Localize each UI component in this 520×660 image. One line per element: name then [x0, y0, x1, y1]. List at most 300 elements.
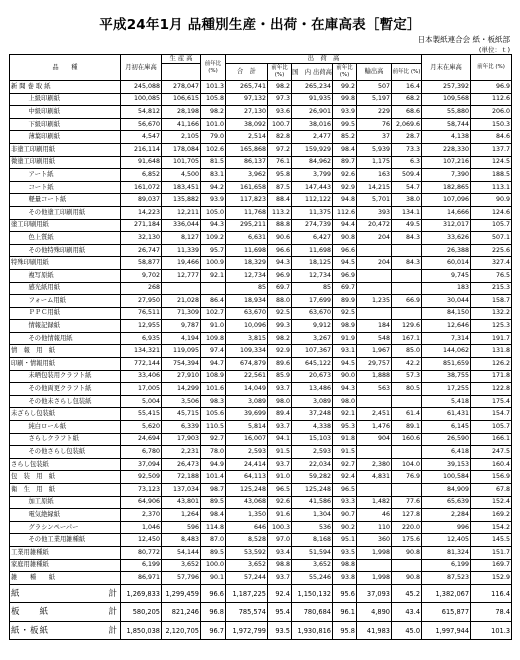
table-row [10, 471, 512, 484]
table-cell: 63,670 [226, 307, 268, 320]
table-cell: 536 [292, 521, 333, 534]
table-cell: 580,205 [121, 603, 162, 622]
table-cell: 2,105 [162, 131, 201, 144]
table-cell [201, 282, 226, 295]
table-cell: 49.5 [392, 219, 422, 232]
table-cell: 90.6 [268, 232, 292, 245]
table-cell: 91,935 [292, 93, 333, 106]
table-cell: 60,014 [422, 257, 471, 270]
table-cell: 1,967 [357, 345, 392, 358]
table-cell: 84.6 [471, 131, 512, 144]
table-cell: 85 [226, 282, 268, 295]
table-cell: 102.7 [201, 307, 226, 320]
table-cell: 1,235 [357, 295, 392, 308]
table-cell: 89,037 [121, 194, 162, 207]
table-cell: 51,594 [292, 546, 333, 559]
table-cell: 43,801 [162, 496, 201, 509]
table-cell: 169.7 [471, 559, 512, 572]
table-cell: 596 [162, 521, 201, 534]
table-cell: 33,406 [121, 370, 162, 383]
table-cell: 94.7 [201, 358, 226, 371]
table-cell: 93.5 [268, 621, 292, 640]
indent-cell [10, 106, 28, 119]
table-cell: 12,777 [162, 269, 201, 282]
table-cell: 89.9 [333, 295, 357, 308]
table-cell: 39,699 [226, 408, 268, 421]
table-cell: 2,120,705 [162, 621, 201, 640]
table-cell: 327.4 [471, 257, 512, 270]
table-cell: 95.6 [333, 584, 357, 603]
table-cell: 98.2 [201, 106, 226, 119]
table-row [10, 408, 512, 421]
table-cell: 3,267 [292, 332, 333, 345]
table-cell: 215.3 [471, 282, 512, 295]
table-cell: 93.3 [333, 496, 357, 509]
table-cell [392, 269, 422, 282]
table-cell: 646 [226, 521, 268, 534]
table-cell: 96.5 [268, 484, 292, 497]
indent-cell [10, 509, 28, 522]
table-cell: 101,705 [162, 156, 201, 169]
indent-cell [10, 370, 28, 383]
table-cell: 1,888 [357, 370, 392, 383]
table-cell: 68.2 [392, 93, 422, 106]
table-row [10, 93, 512, 106]
table-cell: 119,095 [162, 345, 201, 358]
table-cell [392, 559, 422, 572]
table-cell: 1,972,799 [226, 621, 268, 640]
table-row [10, 169, 512, 182]
table-cell: 509.4 [392, 169, 422, 182]
table-cell: 38,092 [226, 118, 268, 131]
indent-cell [10, 194, 28, 207]
table-cell: 6,199 [422, 559, 471, 572]
row-name: 計 [28, 603, 121, 622]
production-table [9, 54, 512, 640]
table-cell: 90.8 [392, 546, 422, 559]
table-cell: 37,248 [292, 408, 333, 421]
table-cell: 4,831 [357, 471, 392, 484]
table-cell: 96.5 [333, 484, 357, 497]
table-cell: 113.1 [471, 181, 512, 194]
table-cell: 122.8 [471, 383, 512, 396]
table-cell [392, 395, 422, 408]
indent-cell [10, 118, 28, 131]
table-cell: 8,127 [162, 232, 201, 245]
table-cell [392, 282, 422, 295]
table-cell: 41,983 [357, 621, 392, 640]
table-cell: 3,089 [226, 395, 268, 408]
table-cell: 12,450 [121, 534, 162, 547]
table-cell: 101.6 [201, 383, 226, 396]
table-cell: 76,511 [121, 307, 162, 320]
table-cell: 96.9 [471, 81, 512, 94]
table-row [10, 156, 512, 169]
table-cell: 161,658 [226, 181, 268, 194]
table-cell: 10,096 [226, 320, 268, 333]
table-cell: 6,631 [226, 232, 268, 245]
table-cell: 27,130 [226, 106, 268, 119]
table-cell: 134,321 [121, 345, 162, 358]
table-cell: 90.7 [333, 509, 357, 522]
table-cell: 1,482 [357, 496, 392, 509]
table-cell: 22,561 [226, 370, 268, 383]
table-cell: 257,392 [422, 81, 471, 94]
table-cell: 91,648 [121, 156, 162, 169]
table-cell: 18,125 [292, 257, 333, 270]
table-cell: 14,666 [422, 206, 471, 219]
table-cell: 11,698 [226, 244, 268, 257]
indent-cell [10, 244, 28, 257]
table-cell [357, 244, 392, 257]
table-cell: 93.6 [268, 106, 292, 119]
table-cell: 393 [357, 206, 392, 219]
table-cell: 87,523 [422, 572, 471, 585]
row-name: ＰＰＣ用紙 [28, 307, 121, 320]
table-cell: 72,188 [162, 471, 201, 484]
table-cell: 1,264 [162, 509, 201, 522]
table-row [10, 584, 512, 603]
table-cell: 96.9 [333, 269, 357, 282]
table-cell: 135,882 [162, 194, 201, 207]
table-cell: 11,339 [162, 244, 201, 257]
table-cell: 12,734 [292, 269, 333, 282]
table-cell: 76 [357, 118, 392, 131]
table-cell: 821,246 [162, 603, 201, 622]
table-cell: 2,370 [121, 509, 162, 522]
table-cell: 16.4 [392, 81, 422, 94]
table-cell: 12,734 [226, 269, 268, 282]
table-cell: 93.8 [333, 572, 357, 585]
table-cell: 43.4 [392, 603, 422, 622]
table-cell: 93.7 [268, 421, 292, 434]
indent-cell [10, 131, 28, 144]
table-row [10, 572, 512, 585]
row-name: 微塗工印刷用紙 [10, 156, 121, 169]
table-cell: 91.6 [268, 509, 292, 522]
row-name: その他情報用紙 [28, 332, 121, 345]
table-cell: 8,168 [292, 534, 333, 547]
organization-label: 日本製紙連合会 紙・板紙部 [417, 35, 510, 44]
table-cell: 106,615 [162, 93, 201, 106]
table-cell: 112,122 [292, 194, 333, 207]
table-cell: 6,780 [121, 446, 162, 459]
table-cell: 156.9 [471, 471, 512, 484]
table-cell [357, 446, 392, 459]
total-row-label: 紙 [10, 584, 28, 603]
table-cell: 64,906 [121, 496, 162, 509]
table-cell: 19,466 [162, 257, 201, 270]
table-cell: 92.5 [333, 307, 357, 320]
table-cell: 85.2 [333, 131, 357, 144]
table-cell: 154.2 [471, 521, 512, 534]
table-cell: 6,427 [292, 232, 333, 245]
row-name: 未ざらし包装紙 [10, 408, 121, 421]
table-cell: 107,216 [422, 156, 471, 169]
table-cell: 94.9 [201, 458, 226, 471]
table-cell: 1,998 [357, 546, 392, 559]
row-name: アート紙 [28, 169, 121, 182]
table-cell: 99.2 [333, 81, 357, 94]
table-cell: 14,223 [121, 206, 162, 219]
table-row [10, 358, 512, 371]
table-cell: 92.1 [333, 408, 357, 421]
table-cell: 26,590 [422, 433, 471, 446]
table-cell [392, 484, 422, 497]
table-cell: 147,443 [292, 181, 333, 194]
row-name: さらしクラフト紙 [28, 433, 121, 446]
table-cell: 278,047 [162, 81, 201, 94]
table-cell: 91.5 [268, 446, 292, 459]
table-cell: 78.4 [471, 603, 512, 622]
table-cell: 94.1 [268, 433, 292, 446]
table-cell: 206.0 [471, 106, 512, 119]
table-cell: 274,739 [292, 219, 333, 232]
table-cell: 69.7 [268, 282, 292, 295]
table-cell: 204 [357, 257, 392, 270]
table-cell: 159,929 [292, 143, 333, 156]
table-row [10, 332, 512, 345]
table-cell: 90.2 [333, 521, 357, 534]
table-cell: 92.6 [268, 496, 292, 509]
table-cell: 98.8 [333, 559, 357, 572]
table-cell: 1,046 [121, 521, 162, 534]
table-cell: 20,673 [292, 370, 333, 383]
row-name: 衛 生 用 紙 [10, 484, 121, 497]
header-shipments: 出 荷 高 [226, 55, 422, 64]
table-cell: 6,935 [121, 332, 162, 345]
table-cell: 97.3 [268, 93, 292, 106]
table-cell: 145.5 [471, 534, 512, 547]
table-row [10, 307, 512, 320]
table-cell: 94.5 [333, 257, 357, 270]
table-cell: 114.8 [201, 521, 226, 534]
table-row [10, 295, 512, 308]
table-cell: 7,390 [422, 169, 471, 182]
table-cell: 183 [422, 282, 471, 295]
header-end-stock-yoy: 前年比 (%) [471, 55, 512, 81]
row-name: 包 装 用 紙 [10, 471, 121, 484]
table-cell: 674,879 [226, 358, 268, 371]
table-row [10, 282, 512, 295]
row-name: 電気絶縁紙 [28, 509, 121, 522]
table-cell: 81,324 [422, 546, 471, 559]
table-cell: 100.0 [201, 559, 226, 572]
table-cell: 59,282 [292, 471, 333, 484]
table-cell: 113.2 [268, 206, 292, 219]
table-cell: 98.0 [333, 395, 357, 408]
table-cell: 265,234 [292, 81, 333, 94]
table-cell: 360 [357, 534, 392, 547]
table-cell: 98.9 [333, 320, 357, 333]
table-cell: 90.0 [333, 370, 357, 383]
table-cell: 76.5 [471, 269, 512, 282]
table-cell: 81.5 [201, 156, 226, 169]
table-cell: 63,670 [292, 307, 333, 320]
table-cell: 8,528 [226, 534, 268, 547]
table-cell: 26,473 [162, 458, 201, 471]
table-cell: 1,998 [357, 572, 392, 585]
table-cell: 3,799 [292, 169, 333, 182]
table-cell: 80.5 [392, 383, 422, 396]
table-cell: 85.9 [268, 370, 292, 383]
table-cell: 245,088 [121, 81, 162, 94]
table-cell: 175.4 [471, 395, 512, 408]
table-cell: 93.5 [333, 546, 357, 559]
header-total-yoy: 前年比 (%) [268, 64, 292, 81]
row-name: 下級印刷紙 [28, 118, 121, 131]
table-row [10, 484, 512, 497]
table-cell: 16,007 [226, 433, 268, 446]
table-cell: 64,113 [226, 471, 268, 484]
table-cell: 55,880 [422, 106, 471, 119]
table-row [10, 395, 512, 408]
table-cell: 20,472 [357, 219, 392, 232]
table-cell: 94.2 [201, 181, 226, 194]
table-cell: 1,997,944 [422, 621, 471, 640]
table-cell: 39,153 [422, 458, 471, 471]
table-cell: 615,877 [422, 603, 471, 622]
table-cell: 563 [357, 383, 392, 396]
table-cell: 100.9 [201, 257, 226, 270]
table-cell: 9,702 [121, 269, 162, 282]
table-cell: 8,483 [162, 534, 201, 547]
table-row [10, 219, 512, 232]
table-cell: 4,500 [162, 169, 201, 182]
table-cell: 336,044 [162, 219, 201, 232]
table-row [10, 421, 512, 434]
table-cell: 183,451 [162, 181, 201, 194]
table-cell: 229 [357, 106, 392, 119]
table-cell: 61,431 [422, 408, 471, 421]
table-cell: 5,814 [226, 421, 268, 434]
table-cell [357, 559, 392, 572]
table-cell: 112.6 [333, 206, 357, 219]
table-cell: 1,150,132 [292, 584, 333, 603]
table-cell: 88.4 [268, 194, 292, 207]
table-cell: 9,745 [422, 269, 471, 282]
table-cell: 6,852 [121, 169, 162, 182]
table-cell: 84,150 [422, 307, 471, 320]
table-cell: 92.9 [333, 181, 357, 194]
table-cell: 12,955 [121, 320, 162, 333]
table-cell: 54,144 [162, 546, 201, 559]
table-cell: 82.8 [268, 131, 292, 144]
table-cell: 46 [357, 509, 392, 522]
table-cell: 184 [357, 320, 392, 333]
table-cell: 22,034 [292, 458, 333, 471]
table-cell: 98.7 [201, 484, 226, 497]
table-cell: 4,338 [292, 421, 333, 434]
table-cell: 96.8 [201, 603, 226, 622]
table-cell: 5,197 [357, 93, 392, 106]
table-cell: 137,034 [162, 484, 201, 497]
table-cell: 92.4 [268, 584, 292, 603]
table-row [10, 143, 512, 156]
table-cell: 14,215 [357, 181, 392, 194]
table-cell: 171.8 [471, 370, 512, 383]
table-cell: 851,659 [422, 358, 471, 371]
row-name: その他塗工印刷用紙 [28, 206, 121, 219]
table-cell: 4,890 [357, 603, 392, 622]
table-cell: 77.6 [392, 496, 422, 509]
table-cell: 54.7 [392, 181, 422, 194]
table-cell: 110 [357, 521, 392, 534]
table-cell: 28.7 [392, 131, 422, 144]
table-cell: 109,334 [226, 345, 268, 358]
table-cell: 18,934 [226, 295, 268, 308]
row-name: 雑 種 紙 [10, 572, 121, 585]
table-cell: 6,339 [162, 421, 201, 434]
table-body [10, 81, 512, 640]
row-name: その他さらし包装紙 [28, 446, 121, 459]
table-cell: 2,284 [422, 509, 471, 522]
table-cell: 66.9 [392, 295, 422, 308]
table-cell: 98.8 [268, 559, 292, 572]
table-cell: 129.6 [392, 320, 422, 333]
table-cell: 94.3 [201, 219, 226, 232]
table-cell: 92.7 [201, 433, 226, 446]
header-prev-stock: 月初在庫高 [121, 55, 162, 81]
table-cell: 26,747 [121, 244, 162, 257]
table-cell: 27,910 [162, 370, 201, 383]
indent-cell [10, 307, 28, 320]
table-cell: 53,592 [226, 546, 268, 559]
table-cell [357, 282, 392, 295]
table-cell: 89.1 [392, 421, 422, 434]
table-cell: 97.2 [268, 143, 292, 156]
table-cell: 24,414 [226, 458, 268, 471]
table-cell: 78.0 [201, 446, 226, 459]
table-cell: 93.7 [268, 572, 292, 585]
table-cell: 6,199 [121, 559, 162, 572]
table-cell: 116.4 [471, 584, 512, 603]
table-cell: 124.6 [471, 206, 512, 219]
table-row [10, 621, 512, 640]
table-cell: 5,701 [357, 194, 392, 207]
table-cell: 88.0 [268, 295, 292, 308]
table-cell: 125,248 [226, 484, 268, 497]
table-cell: 95.8 [268, 169, 292, 182]
table-cell: 37,093 [357, 584, 392, 603]
table-cell: 84.3 [392, 257, 422, 270]
table-cell: 67.8 [471, 484, 512, 497]
table-cell: 2,069.6 [392, 118, 422, 131]
row-name: その他工業用雑種紙 [28, 534, 121, 547]
table-row [10, 559, 512, 572]
table-cell: 21,028 [162, 295, 201, 308]
row-name: 塗工印刷用紙 [10, 219, 121, 232]
header-production: 生 産 高 [162, 55, 201, 64]
table-cell: 24,694 [121, 433, 162, 446]
table-cell: 645,122 [292, 358, 333, 371]
table-cell: 2,231 [162, 446, 201, 459]
table-cell: 6,418 [422, 446, 471, 459]
table-cell: 2,477 [292, 131, 333, 144]
row-name: その他未さらし包装紙 [28, 395, 121, 408]
table-cell: 117,823 [226, 194, 268, 207]
indent-cell [10, 433, 28, 446]
table-cell: 26,388 [422, 244, 471, 257]
row-name: 計 [28, 584, 121, 603]
row-name: コート紙 [28, 181, 121, 194]
table-cell: 182,865 [422, 181, 471, 194]
table-cell: 3,962 [226, 169, 268, 182]
table-cell: 3,652 [226, 559, 268, 572]
table-cell: 271,184 [121, 219, 162, 232]
table-cell: 1,175 [357, 156, 392, 169]
table-cell: 2,593 [226, 446, 268, 459]
